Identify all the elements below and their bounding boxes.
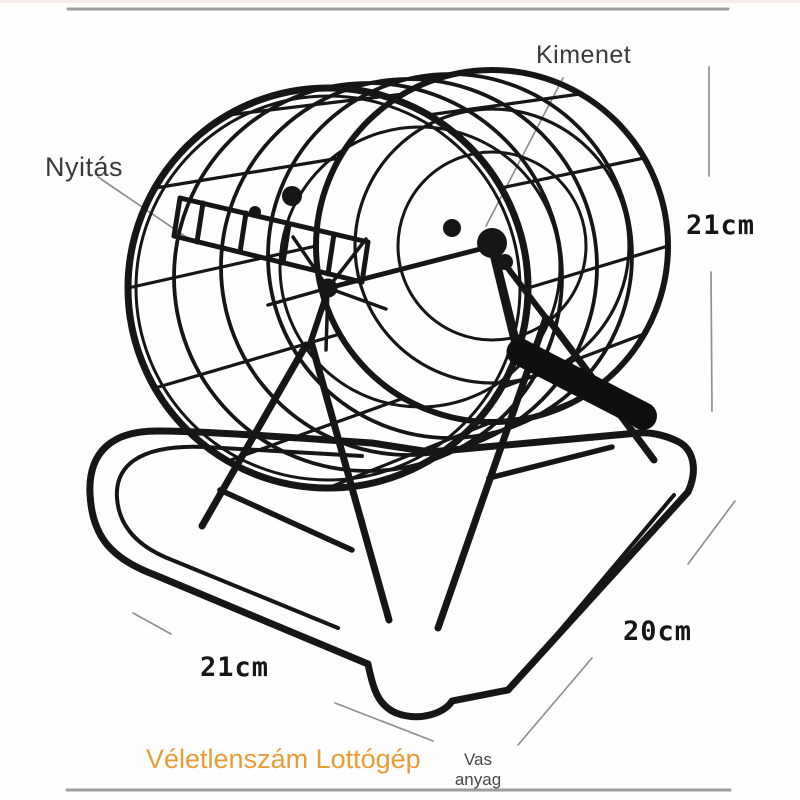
- opening-label: Nyitás: [45, 152, 124, 182]
- material-label-line2: anyag: [454, 769, 502, 789]
- cage-longitudinal-wires: [128, 70, 668, 488]
- dimension-depth: 20cm: [623, 616, 693, 647]
- height-dimension-line-bottom: [711, 272, 712, 411]
- depth-dimension-line: [688, 501, 735, 564]
- cage-hoops: [128, 70, 668, 488]
- base-frame: [90, 431, 694, 717]
- dimension-height: 21cm: [686, 210, 756, 241]
- output-label: Kimenet: [536, 41, 632, 69]
- material-label-line1: Vas: [463, 750, 493, 769]
- bingo-cage-drum: [128, 70, 668, 488]
- product-name: Véletlenszám Lottógép: [146, 744, 421, 774]
- width-dimension-line-top: [133, 613, 171, 634]
- dimension-width: 21cm: [200, 652, 270, 683]
- material-label: [433, 750, 523, 789]
